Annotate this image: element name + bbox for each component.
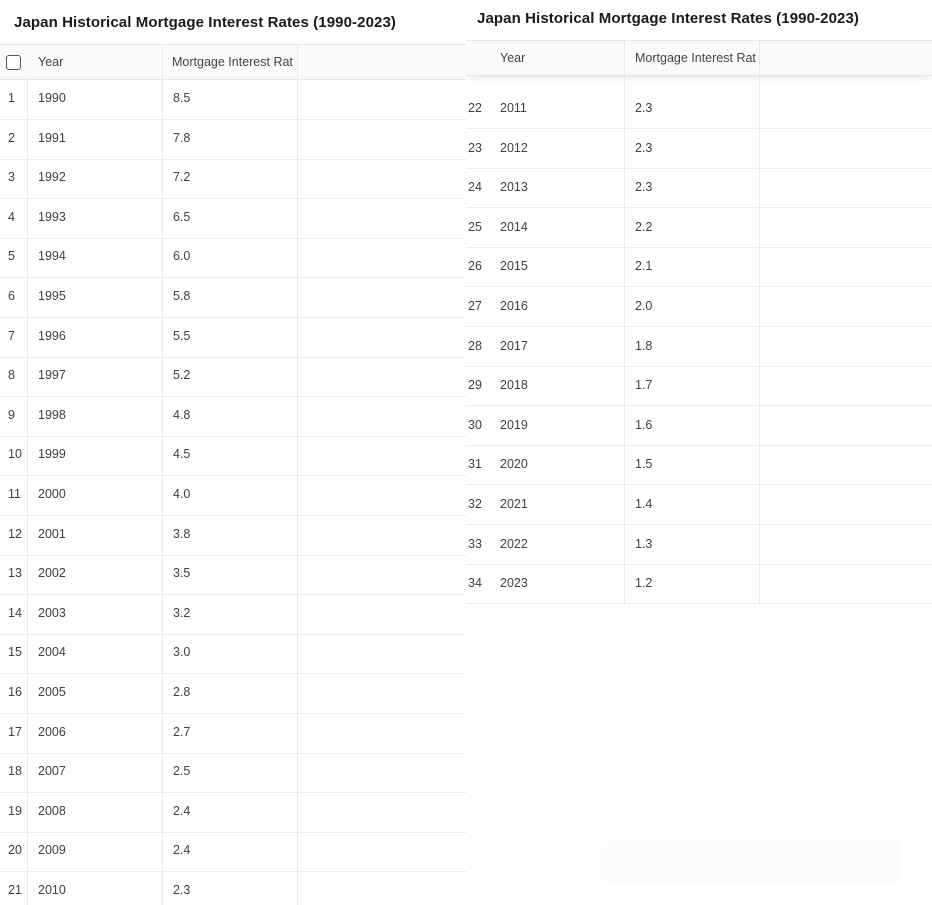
row-index: 12	[8, 526, 22, 541]
table-header	[466, 40, 932, 76]
year-cell: 2021	[500, 497, 528, 511]
row-index: 17	[8, 724, 22, 739]
year-cell: 2007	[38, 764, 66, 779]
rate-cell: 4.8	[173, 407, 191, 422]
rate-cell: 1.6	[635, 417, 653, 432]
row-index: 30	[468, 417, 482, 432]
table-header	[0, 44, 466, 80]
year-cell: 2011	[500, 101, 527, 115]
rate-cell: 2.7	[173, 724, 191, 739]
rate-cell: 2.3	[173, 883, 191, 897]
row-index: 23	[468, 140, 482, 155]
rate-cell: 1.8	[635, 338, 653, 353]
row-index: 25	[468, 219, 482, 234]
table-row[interactable]	[0, 277, 466, 318]
row-index: 24	[468, 180, 482, 195]
table-row[interactable]	[466, 484, 932, 525]
table-row[interactable]	[0, 673, 466, 714]
year-cell: 2004	[38, 645, 66, 660]
table-row[interactable]	[0, 119, 466, 160]
row-index: 6	[8, 289, 15, 303]
year-cell: 2022	[500, 536, 528, 551]
row-index: 10	[8, 447, 22, 462]
year-cell: 2010	[38, 883, 66, 897]
row-index: 14	[8, 605, 22, 620]
table-row[interactable]	[0, 515, 466, 556]
column-divider	[759, 40, 760, 605]
table-row[interactable]	[0, 475, 466, 516]
rate-cell: 7.2	[173, 170, 191, 185]
rate-cell: 7.8	[173, 130, 191, 145]
rate-cell: 5.2	[173, 368, 191, 383]
rate-cell: 2.5	[173, 764, 191, 779]
rate-cell: 1.3	[635, 536, 653, 551]
row-index: 15	[8, 645, 22, 660]
right-table-panel	[466, 0, 932, 605]
table-row[interactable]	[0, 158, 466, 199]
column-header-mortgage-rate[interactable]: Mortgage Interest Rat	[172, 55, 293, 69]
rate-cell: 2.2	[635, 219, 653, 234]
rate-cell: 2.4	[173, 803, 191, 818]
row-index: 9	[8, 407, 15, 422]
year-cell: 2006	[38, 724, 66, 739]
table-row[interactable]	[0, 871, 466, 905]
table-row[interactable]	[0, 237, 466, 278]
table-row[interactable]	[0, 396, 466, 437]
rate-cell: 5.5	[173, 328, 191, 343]
table-row[interactable]	[466, 128, 932, 169]
year-cell: 2009	[38, 843, 66, 858]
year-cell: 2015	[500, 259, 528, 274]
row-index: 33	[468, 536, 482, 551]
table-row[interactable]	[0, 752, 466, 793]
table-row[interactable]	[466, 326, 932, 367]
row-index: 2	[8, 130, 15, 145]
table-row[interactable]	[466, 88, 932, 129]
row-index: 28	[468, 338, 482, 353]
year-cell: 2017	[500, 338, 528, 353]
rate-cell: 3.5	[173, 566, 191, 581]
rate-cell: 2.3	[635, 101, 653, 115]
row-index: 32	[468, 497, 482, 511]
table-row[interactable]	[466, 286, 932, 327]
rate-cell: 2.0	[635, 299, 653, 313]
row-index: 19	[8, 803, 22, 818]
column-header-year[interactable]: Year	[38, 55, 64, 69]
rate-cell: 4.5	[173, 447, 191, 462]
table-row[interactable]	[466, 444, 932, 485]
row-index: 29	[468, 378, 482, 393]
rate-cell: 1.4	[635, 497, 653, 511]
row-index: 5	[8, 249, 15, 264]
rate-cell: 2.3	[635, 140, 653, 155]
column-divider	[27, 78, 28, 905]
column-header-year[interactable]: Year	[500, 51, 526, 65]
row-index: 16	[8, 685, 22, 699]
year-cell: 1998	[38, 407, 66, 422]
rate-cell: 8.5	[173, 91, 191, 105]
year-cell: 1990	[38, 91, 66, 105]
year-cell: 2008	[38, 803, 66, 818]
year-cell: 1992	[38, 170, 66, 185]
table-row[interactable]	[0, 317, 466, 358]
table-title: Japan Historical Mortgage Interest Rates (1990-2023)	[477, 10, 860, 27]
row-index: 31	[468, 457, 482, 472]
blurred-overlay	[600, 840, 900, 884]
table-row[interactable]	[466, 563, 932, 604]
year-cell: 1997	[38, 368, 66, 383]
rate-cell: 2.3	[635, 180, 653, 195]
year-cell: 1993	[38, 209, 66, 224]
rate-cell: 6.5	[173, 209, 191, 224]
table-row[interactable]	[0, 633, 466, 674]
year-cell: 2000	[38, 487, 66, 501]
rate-cell: 6.0	[173, 249, 191, 264]
table-row[interactable]	[466, 167, 932, 208]
year-cell: 2019	[500, 417, 528, 432]
year-cell: 2014	[500, 219, 528, 234]
year-cell: 2012	[500, 140, 528, 155]
row-index: 34	[468, 576, 482, 591]
column-divider	[624, 40, 625, 605]
rate-cell: 5.8	[173, 289, 191, 303]
year-cell: 1991	[38, 130, 66, 145]
rate-cell: 2.8	[173, 685, 191, 699]
column-divider	[162, 44, 163, 905]
column-divider	[297, 44, 298, 905]
table-row[interactable]	[466, 405, 932, 446]
row-index: 3	[8, 170, 15, 185]
rate-cell: 4.0	[173, 487, 191, 501]
year-cell: 2002	[38, 566, 66, 581]
row-index: 8	[8, 368, 15, 383]
table-row[interactable]	[0, 198, 466, 239]
year-cell: 2023	[500, 576, 528, 591]
row-index: 20	[8, 843, 22, 858]
year-cell: 1996	[38, 328, 66, 343]
table-row[interactable]	[0, 594, 466, 635]
rate-cell: 1.5	[635, 457, 653, 472]
row-index: 4	[8, 209, 15, 224]
table-row[interactable]	[466, 207, 932, 248]
rate-cell: 1.7	[635, 378, 653, 393]
year-cell: 2005	[38, 685, 66, 699]
row-index: 7	[8, 328, 15, 343]
rate-cell: 1.2	[635, 576, 653, 591]
year-cell: 2013	[500, 180, 528, 195]
year-cell: 1999	[38, 447, 66, 462]
row-index: 18	[8, 764, 22, 779]
rate-cell: 2.4	[173, 843, 191, 858]
table-row[interactable]	[0, 435, 466, 476]
rate-cell: 3.2	[173, 605, 191, 620]
year-cell: 2018	[500, 378, 528, 393]
row-index: 27	[468, 299, 482, 313]
column-header-mortgage-rate[interactable]: Mortgage Interest Rat	[635, 51, 756, 65]
rate-cell: 3.0	[173, 645, 191, 660]
row-index: 26	[468, 259, 482, 274]
rate-cell: 3.8	[173, 526, 191, 541]
table-row[interactable]	[466, 365, 932, 406]
table-row[interactable]	[466, 524, 932, 565]
table-row[interactable]	[0, 831, 466, 872]
year-cell: 2020	[500, 457, 528, 472]
year-cell: 2003	[38, 605, 66, 620]
year-cell: 1995	[38, 289, 66, 303]
row-index: 21	[8, 883, 22, 897]
row-index: 11	[8, 487, 21, 501]
table-row[interactable]	[0, 713, 466, 754]
year-cell: 2001	[38, 526, 66, 541]
table-row[interactable]	[466, 246, 932, 287]
row-index: 13	[8, 566, 22, 581]
select-all-checkbox[interactable]	[6, 55, 21, 70]
table-row[interactable]	[0, 792, 466, 833]
year-cell: 2016	[500, 299, 528, 313]
row-index: 22	[468, 101, 482, 115]
rate-cell: 2.1	[635, 259, 653, 274]
table-row[interactable]	[0, 356, 466, 397]
table-row[interactable]	[0, 554, 466, 595]
row-index: 1	[8, 91, 15, 105]
year-cell: 1994	[38, 249, 66, 264]
table-title: Japan Historical Mortgage Interest Rates (1990-2023)	[14, 14, 397, 31]
table-row[interactable]	[0, 79, 466, 120]
